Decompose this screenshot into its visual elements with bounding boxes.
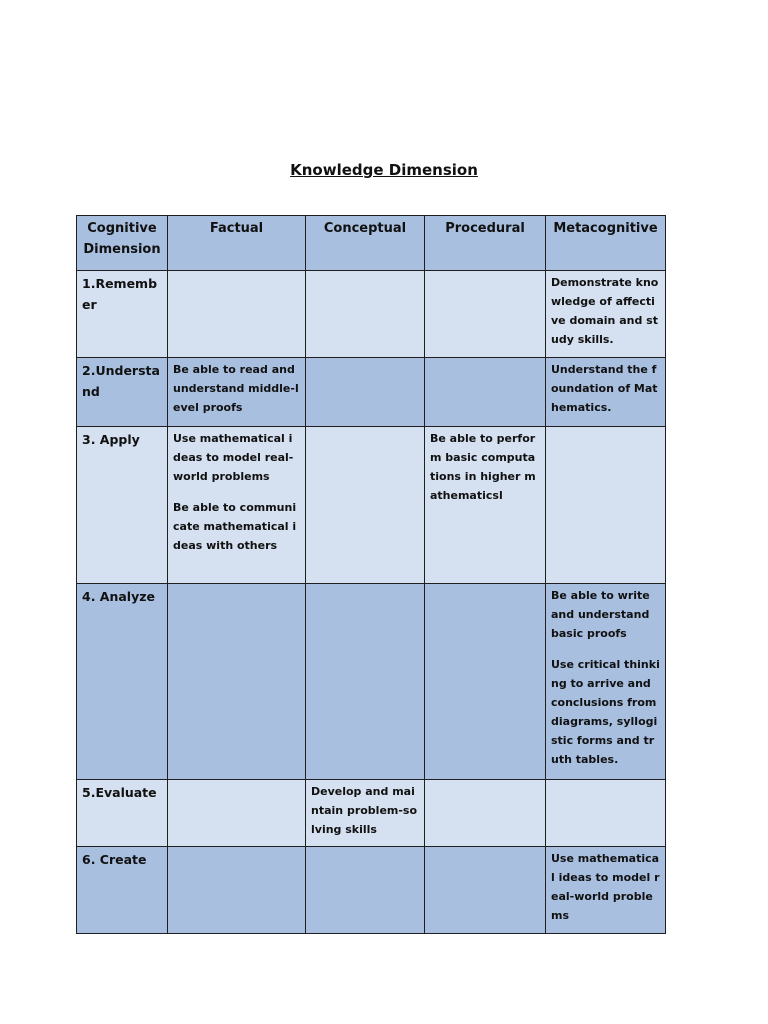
table-row xyxy=(77,780,666,847)
table-row xyxy=(77,358,666,427)
cell-create-metacognitive xyxy=(546,847,666,934)
cell-apply-metacognitive xyxy=(546,427,666,584)
table-row xyxy=(77,271,666,358)
cell-create-conceptual xyxy=(306,847,425,934)
cell-analyze-procedural xyxy=(425,584,546,780)
table-header-row xyxy=(77,216,666,271)
cell-text: Use mathematical ideas to model real-world problems xyxy=(551,852,660,922)
row-label-create: 6. Create xyxy=(77,847,168,934)
row-label-analyze: 4. Analyze xyxy=(77,584,168,780)
row-label-apply: 3. Apply xyxy=(77,427,168,584)
cell-evaluate-conceptual xyxy=(306,780,425,847)
header-metacognitive: Metacognitive xyxy=(546,216,666,271)
cell-remember-conceptual xyxy=(306,271,425,358)
cell-text: Be able to read and understand middle-level proofs xyxy=(173,363,299,414)
cell-understand-metacognitive xyxy=(546,358,666,427)
cell-create-procedural xyxy=(425,847,546,934)
cell-understand-factual xyxy=(168,358,306,427)
header-factual: Factual xyxy=(168,216,306,271)
cell-understand-conceptual xyxy=(306,358,425,427)
cell-text: Develop and maintain problem-solving skills xyxy=(311,785,418,836)
cell-text: Be able to communicate mathematical ideas with others xyxy=(173,501,297,552)
row-label-remember: 1.Remember xyxy=(77,271,168,358)
header-procedural: Procedural xyxy=(425,216,546,271)
cell-remember-factual xyxy=(168,271,306,358)
cell-text: Understand the foundation of Mathematics. xyxy=(551,363,658,414)
cell-remember-procedural xyxy=(425,271,546,358)
cell-analyze-factual xyxy=(168,584,306,780)
cell-apply-conceptual xyxy=(306,427,425,584)
table-row xyxy=(77,584,666,780)
cell-evaluate-metacognitive xyxy=(546,780,666,847)
cell-text: Use mathematical ideas to model real-world problems xyxy=(173,432,294,483)
cell-text: Use critical thinking to arrive and conclusions from diagrams, syllogistic forms and truth tables. xyxy=(551,658,660,766)
cell-remember-metacognitive xyxy=(546,271,666,358)
cell-text: Be able to perform basic computations in higher mathematicsl xyxy=(430,432,536,502)
cell-text: Demonstrate knowledge of affective domain and study skills. xyxy=(551,276,659,346)
cell-apply-procedural xyxy=(425,427,546,584)
table-row xyxy=(77,427,666,584)
cell-understand-procedural xyxy=(425,358,546,427)
table-row xyxy=(77,847,666,934)
cell-analyze-conceptual xyxy=(306,584,425,780)
row-label-understand: 2.Understand xyxy=(77,358,168,427)
knowledge-dimension-table xyxy=(76,215,666,934)
cell-evaluate-factual xyxy=(168,780,306,847)
page-title: Knowledge Dimension xyxy=(290,161,478,179)
row-label-evaluate: 5.Evaluate xyxy=(77,780,168,847)
cell-evaluate-procedural xyxy=(425,780,546,847)
cell-analyze-metacognitive xyxy=(546,584,666,780)
cell-apply-factual xyxy=(168,427,306,584)
header-conceptual: Conceptual xyxy=(306,216,425,271)
header-cognitive-dimension: Cognitive Dimension xyxy=(77,216,168,271)
cell-create-factual xyxy=(168,847,306,934)
cell-text: Be able to write and understand basic proofs xyxy=(551,589,650,640)
